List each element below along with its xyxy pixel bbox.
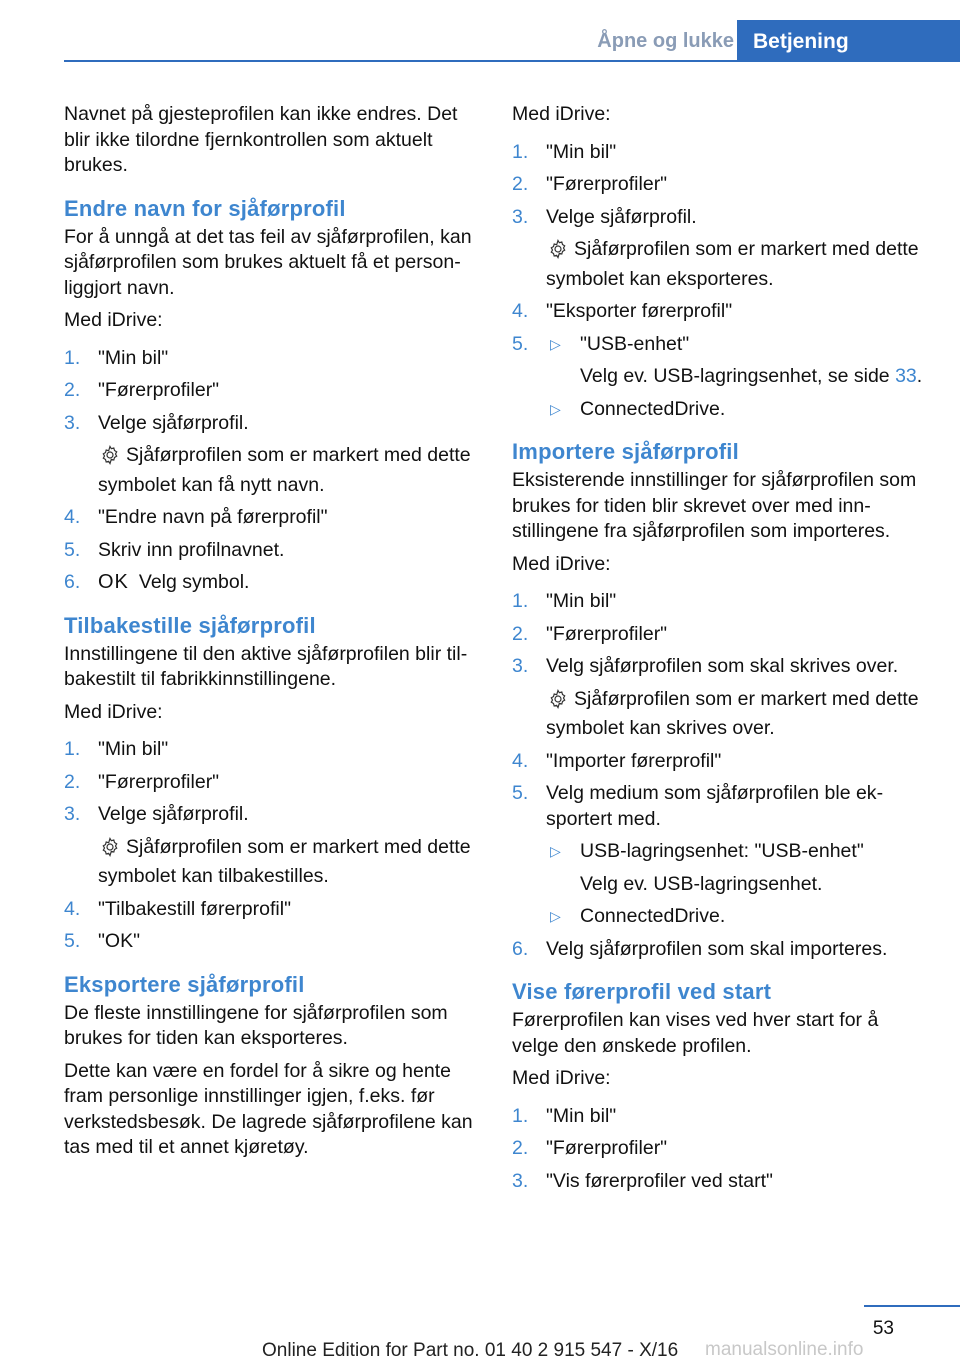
left-column	[64, 102, 480, 1168]
list-item: 5. Skriv inn profilnavnet.	[64, 538, 285, 561]
import-idrive-label: Med iDrive:	[512, 552, 611, 575]
list-item: 1. "Min bil"	[512, 1104, 617, 1127]
list-item: 3. Velge sjåførprofil. Sjåførprofilen som er markert med dette symbolet kan tilbakestilles.	[64, 802, 480, 890]
watermark: manualsonline.info	[705, 1339, 864, 1360]
header-section-title: Åpne og lukke	[597, 30, 734, 52]
reset-body: Innstillingene til den aktive sjåførprofilen blir tilbakestilt til fabrikkinnstillingene.	[64, 642, 468, 690]
import-body: Eksisterende innstillinger for sjåførprofilen som brukes for tiden blir skrevet over med innstillingene fra sjåførprofilen som importeres.	[512, 469, 917, 542]
list-item: 1. "Min bil"	[512, 590, 617, 612]
list-item: 3. Velg sjåførprofilen som skal skrives over. Sjåførprofilen som er markert med dette symbolet kan skrives over.	[512, 654, 928, 742]
gear-icon	[100, 837, 120, 865]
list-item: 5. "OK"	[64, 930, 141, 952]
list-item: 4. "Eksporter førerprofil"	[512, 300, 733, 322]
export-idrive-label: Med iDrive:	[512, 103, 611, 125]
list-item: ▷ "USB-enhet" Velg ev. USB-lagringsenhet, se side 33.	[546, 332, 928, 390]
rename-steps	[64, 346, 480, 596]
export-sub-options	[546, 332, 928, 423]
list-item: 2. "Førerprofiler"	[512, 1137, 668, 1159]
list-item: ▷ ConnectedDrive.	[546, 904, 928, 930]
list-item: 4. "Tilbakestill førerprofil"	[64, 897, 291, 920]
import-steps	[512, 589, 928, 962]
page-footer	[0, 1300, 960, 1362]
export-steps	[512, 140, 928, 423]
rename-body: For å unngå at det tas feil av sjåførprofilen, kan sjåførprofilen som brukes aktuelt få et personliggjort navn.	[64, 225, 472, 299]
heading-rename-profile: Endre navn for sjåførprofil	[64, 195, 346, 221]
list-item: 3. Velge sjåførprofil. Sjåførprofilen som er markert med dette symbolet kan få nytt navn.	[64, 411, 480, 499]
triangle-bullet-icon: ▷	[550, 843, 561, 859]
heading-import-profile: Importere sjåførprofil	[512, 439, 739, 464]
list-item: 1. "Min bil"	[512, 140, 617, 163]
heading-export-profile: Eksportere sjåførprofil	[64, 971, 305, 997]
step-note: Sjåførprofilen som er markert med dette symbolet kan eksporteres.	[546, 238, 919, 290]
sub-note: Velg ev. USB-lagringsenhet.	[580, 872, 823, 895]
rename-idrive-label: Med iDrive:	[64, 309, 163, 331]
step-note: Sjåførprofilen som er markert med dette symbolet kan tilbakestilles.	[98, 835, 471, 887]
list-item: 3. "Vis førerprofiler ved start"	[512, 1169, 773, 1192]
show-steps	[512, 1104, 928, 1195]
header-rule	[64, 60, 960, 62]
triangle-bullet-icon: ▷	[550, 400, 561, 417]
intro-paragraph: Navnet på gjesteprofilen kan ikke endres. Det blir ikke tilordne fjernkontrollen som aktuelt brukes.	[64, 103, 458, 176]
list-item: 1. "Min bil"	[64, 346, 169, 369]
list-item: 2. "Førerprofiler"	[512, 173, 668, 195]
gear-icon	[548, 239, 568, 267]
export-body-1: De fleste innstillingene for sjåførprofilen som brukes for tiden kan eksporteres.	[64, 1001, 448, 1049]
page-header	[0, 0, 960, 62]
page-number: 53	[872, 1318, 894, 1339]
list-item: 2. "Førerprofiler"	[512, 622, 668, 645]
heading-show-profile: Vise førerprofil ved start	[512, 979, 772, 1004]
gear-icon	[548, 689, 568, 717]
list-item: 5. ▷ "USB-enhet" Velg ev. USB-lagringsenhet, se side 33. ▷ ConnectedDrive.	[512, 332, 928, 423]
show-body: Førerprofilen kan vises ved hver start for å velge den ønskede profilen.	[512, 1009, 879, 1057]
gear-icon	[100, 445, 120, 473]
footer-rule	[864, 1305, 960, 1307]
ok-icon: OK	[98, 571, 129, 593]
reset-steps	[64, 737, 480, 955]
sub-note: Velg ev. USB-lagringsenhet, se side 33.	[580, 365, 923, 387]
export-body-2: Dette kan være en fordel for å sikre og hente fram personlige innstillinger igjen, f.eks. før verkstedsbesøk. De lagrede sjåførprofilene kan tas med til et annet kjøretøy.	[64, 1059, 473, 1158]
list-item: ▷ USB-lagringsenhet: "USB-enhet" Velg ev. USB-lagringsenhet.	[546, 839, 928, 897]
list-item: 6. Velg sjåførprofilen som skal importeres.	[512, 937, 888, 960]
list-item: 6. OK Velg symbol.	[64, 571, 250, 593]
list-item: 2. "Førerprofiler"	[64, 770, 220, 793]
step-note: Sjåførprofilen som er markert med dette symbolet kan få nytt navn.	[98, 444, 471, 496]
list-item: 5. Velg medium som sjåførprofilen ble eksportert med. ▷ USB-lagringsenhet: "USB-enhet" Velg ev. USB-lagringsenhet. ▷ ConnectedDrive.	[512, 781, 928, 930]
step-note: Sjåførprofilen som er markert med dette symbolet kan skrives over.	[546, 687, 919, 739]
edition-text: Online Edition for Part no. 01 40 2 915 547 - X/16	[262, 1340, 679, 1361]
page-reference-link[interactable]: 33	[895, 365, 917, 387]
reset-idrive-label: Med iDrive:	[64, 700, 163, 723]
show-idrive-label: Med iDrive:	[512, 1067, 611, 1089]
list-item: ▷ ConnectedDrive.	[546, 397, 928, 423]
triangle-bullet-icon: ▷	[550, 335, 561, 352]
triangle-bullet-icon: ▷	[550, 908, 561, 924]
heading-reset-profile: Tilbakestille sjåførprofil	[64, 612, 316, 638]
list-item: 3. Velge sjåførprofil. Sjåførprofilen som er markert med dette symbolet kan eksporteres.	[512, 205, 928, 293]
list-item: 4. "Importer førerprofil"	[512, 749, 722, 772]
list-item: 4. "Endre navn på førerprofil"	[64, 506, 328, 528]
right-column	[512, 102, 928, 1204]
list-item: 2. "Førerprofiler"	[64, 379, 220, 401]
list-item: 1. "Min bil"	[64, 738, 169, 760]
import-sub-options	[546, 839, 928, 930]
header-chapter-tab: Betjening	[737, 20, 960, 62]
